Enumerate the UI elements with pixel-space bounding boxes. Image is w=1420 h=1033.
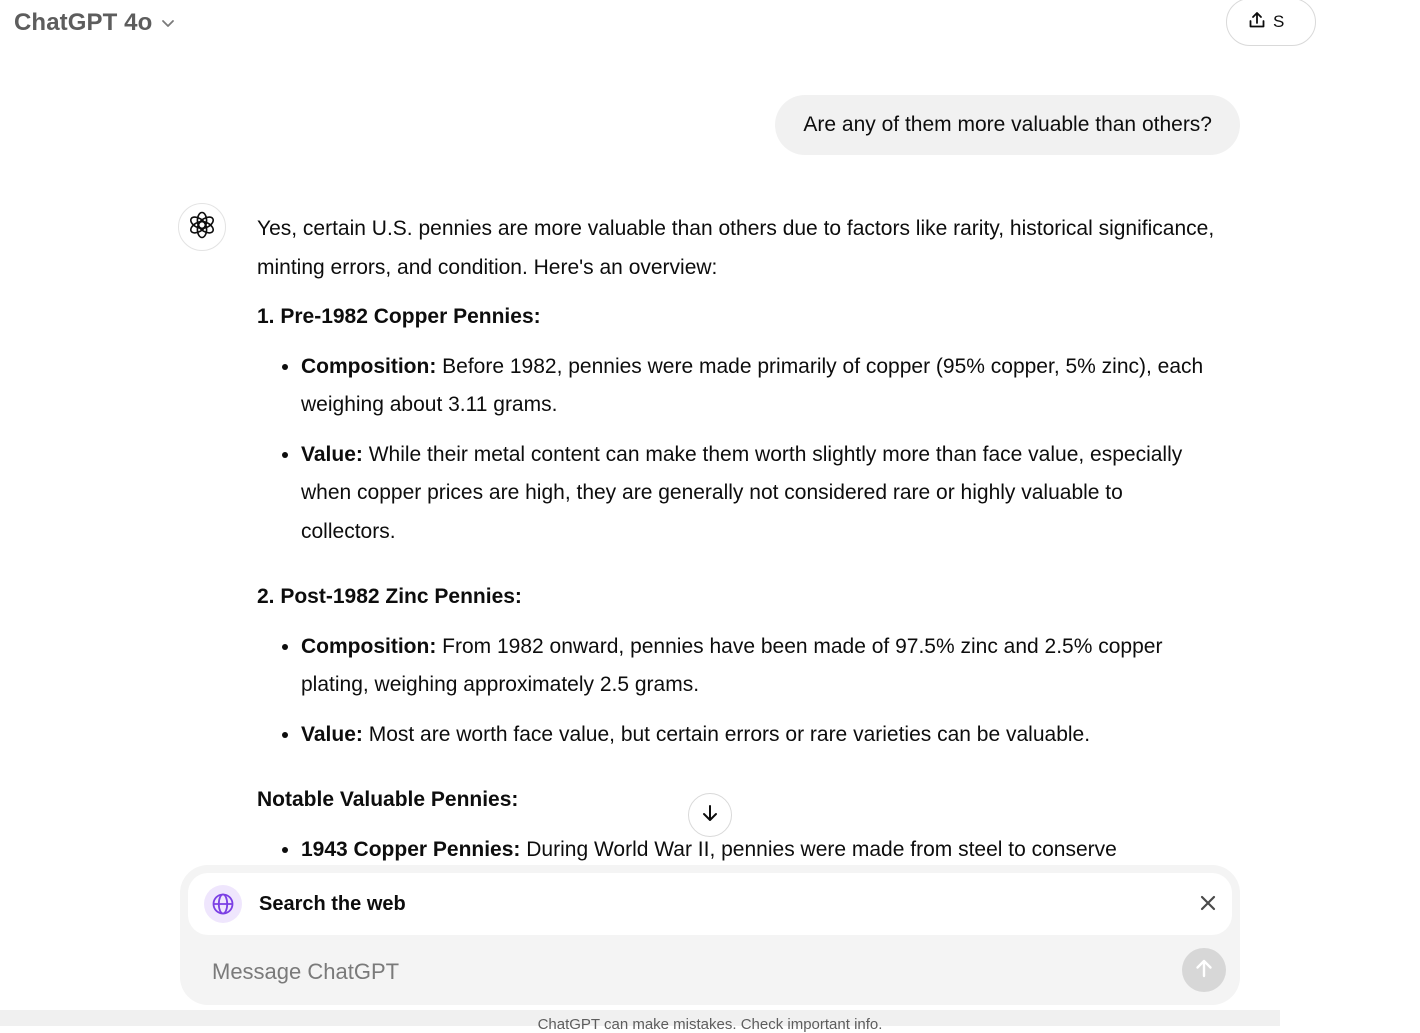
bullet-list [257, 831, 1217, 870]
arrow-down-icon [699, 802, 721, 829]
list-item [301, 831, 1217, 870]
bullet-list [257, 348, 1217, 552]
list-item [301, 348, 1217, 425]
item-text: From 1982 onward, pennies have been made of 97.5% zinc and 2.5% copper plating, weighing approximately 2.5 grams. [301, 634, 1163, 696]
list-item [301, 716, 1217, 755]
item-label: Value: [301, 722, 363, 746]
item-label: 1943 Copper Pennies: [301, 837, 521, 861]
assistant-intro: Yes, certain U.S. pennies are more valuable than others due to factors like rarity, historical significance, minting errors, and condition. Here's an overview: [257, 217, 1215, 279]
message-composer [180, 865, 1240, 1005]
model-name: ChatGPT 4o [14, 9, 153, 36]
assistant-avatar [178, 203, 226, 251]
share-button[interactable] [1226, 0, 1316, 46]
search-web-label: Search the web [259, 892, 406, 915]
list-item [301, 628, 1217, 705]
arrow-up-icon [1192, 956, 1216, 985]
globe-icon [204, 885, 242, 923]
share-label: S [1273, 12, 1285, 31]
send-button[interactable] [1182, 948, 1226, 992]
item-label: Composition: [301, 634, 437, 658]
close-icon[interactable] [1198, 893, 1218, 918]
item-text: Most are worth face value, but certain errors or rare varieties can be valuable. [362, 722, 1091, 746]
item-label: Composition: [301, 354, 437, 378]
assistant-message [257, 210, 1217, 880]
item-label: Value: [301, 442, 363, 466]
section-heading: 2. Post-1982 Zinc Pennies: [257, 585, 522, 608]
item-text: During World War II, pennies were made from steel to conserve [520, 837, 1117, 861]
user-message-text: Are any of them more valuable than others? [803, 113, 1212, 136]
footer-disclaimer: ChatGPT can make mistakes. Check important info. [537, 1016, 883, 1033]
share-icon [1247, 10, 1267, 35]
user-message-bubble [775, 95, 1240, 155]
section-heading: 1. Pre-1982 Copper Pennies: [257, 305, 541, 328]
search-web-chip[interactable] [188, 873, 1232, 935]
message-input[interactable] [210, 953, 1174, 991]
bullet-list [257, 628, 1217, 755]
model-switcher[interactable] [14, 6, 176, 40]
openai-logo-icon [188, 211, 216, 244]
item-text: Before 1982, pennies were made primarily of copper (95% copper, 5% zinc), each weighing about 3.11 grams. [301, 354, 1204, 416]
section-heading: Notable Valuable Pennies: [257, 788, 519, 811]
list-item [301, 436, 1217, 552]
scroll-to-bottom-button[interactable] [688, 793, 732, 837]
chevron-down-icon [160, 15, 176, 31]
item-text: While their metal content can make them worth slightly more than face value, especially when copper prices are high, they are generally not considered rare or highly valuable to collectors. [301, 442, 1183, 543]
